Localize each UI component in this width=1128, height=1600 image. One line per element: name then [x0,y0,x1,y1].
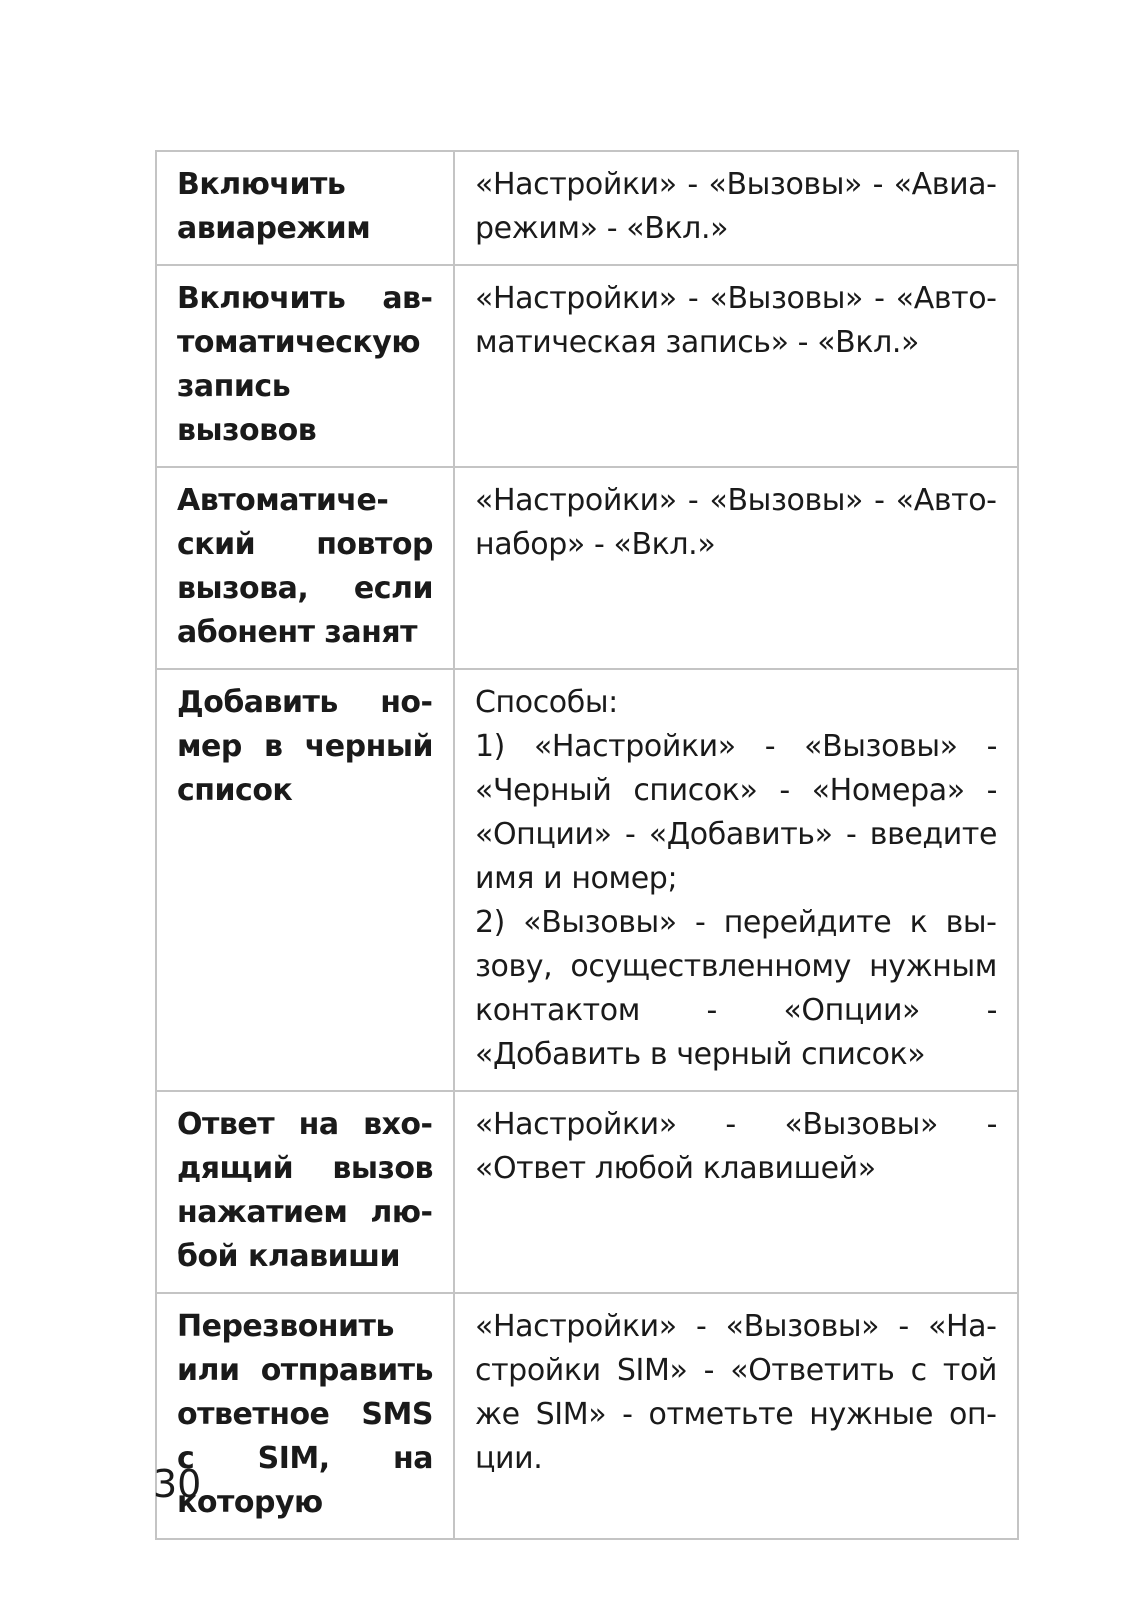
action-cell: Ответ на входящий вызов нажатием любой клавиши [156,1091,454,1293]
page-number: 30 [153,1462,202,1506]
menu-path-cell [454,1293,1018,1539]
table-row [156,669,1018,1091]
menu-path-cell [454,265,1018,467]
action-cell: Включить автоматическую запись вызовов [156,265,454,467]
table-row [156,1293,1018,1539]
method-2-text: 2) «Вызовы» - перейдите к вызову, осуществленному нужным контактом - «Опции» - «Добавить в черный список» [475,905,997,1072]
menu-path-text: «Настройки» - «Вызовы» - «Ответ любой клавишей» [475,1107,997,1186]
menu-path-cell [454,669,1018,1091]
menu-path-cell [454,151,1018,265]
action-cell: Автоматический повтор вызова, если абонент занят [156,467,454,669]
menu-path-cell [454,1091,1018,1293]
action-cell: Включить авиарежим [156,151,454,265]
menu-path-cell [454,467,1018,669]
table-row [156,467,1018,669]
table-row [156,1091,1018,1293]
action-cell: Добавить номер в черный список [156,669,454,1091]
menu-path-text: «Настройки» - «Вызовы» - «Настройки SIM» - «Ответить с той же SIM» - отметьте нужные опции. [475,1309,997,1476]
settings-table [155,150,1019,1540]
methods-heading: Способы: [475,685,618,720]
menu-path-text: «Настройки» - «Вызовы» - «Авиарежим» - «Вкл.» [475,167,997,246]
table-row [156,151,1018,265]
menu-path-text: «Настройки» - «Вызовы» - «Автонабор» - «Вкл.» [475,483,997,562]
table-row [156,265,1018,467]
menu-path-text: «Настройки» - «Вызовы» - «Автоматическая запись» - «Вкл.» [475,281,997,360]
action-cell: Перезвонить или отправить ответное SMS с SIM, на которую [156,1293,454,1539]
method-1-text: 1) «Настройки» - «Вызовы» - «Черный список» - «Номера» - «Опции» - «Добавить» - введите имя и номер; [475,729,997,896]
